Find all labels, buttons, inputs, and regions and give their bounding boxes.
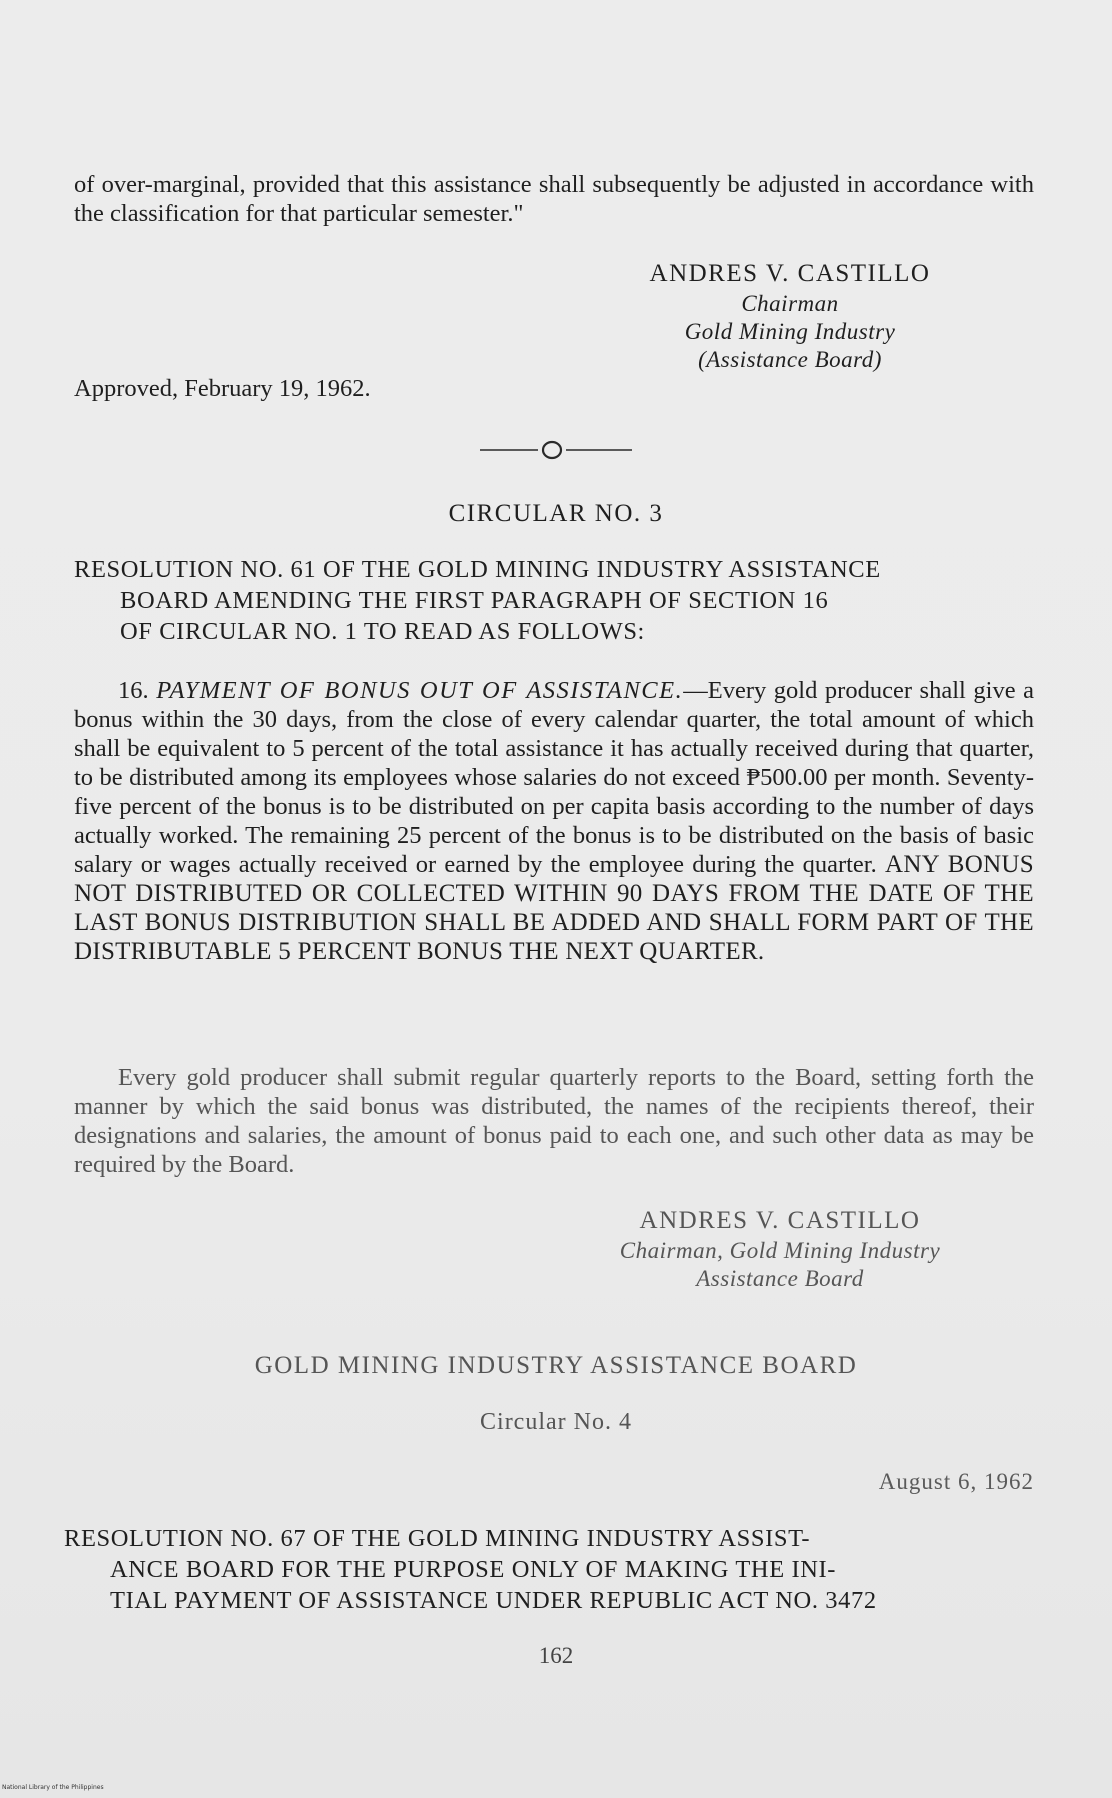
signature-block-1 bbox=[600, 258, 980, 374]
circular-4-date: August 6, 1962 bbox=[878, 1469, 1034, 1494]
signatory-name: ANDRES V. CASTILLO bbox=[639, 1207, 921, 1234]
resolution-line: RESOLUTION NO. 61 OF THE GOLD MINING INDUSTRY ASSISTANCE bbox=[74, 556, 881, 583]
intro-paragraph: of over-marginal, provided that this assistance shall subsequently be adjusted in accordance with the classification for that particular semester." bbox=[74, 171, 1034, 227]
signatory-organization-cont: (Assistance Board) bbox=[698, 347, 882, 372]
signatory-title: Chairman bbox=[741, 291, 839, 316]
signatory-title: Chairman, Gold Mining Industry bbox=[619, 1238, 941, 1263]
signatory-organization: Assistance Board bbox=[696, 1266, 864, 1291]
section-divider bbox=[480, 437, 632, 463]
section-body: —Every gold producer shall give a bonus within the 30 days, from the close of every calendar quarter, the total amount of which shall be equivalent to 5 percent of the total assistance it has actually received during that quarter, to be distributed among its employees whose salaries do not exceed ₱500.00 per month. Seventy-five percent of the bonus is to be distributed on per capita basis according to the number of days actually worked. The remaining 25 percent of the bonus is to be distributed on the basis of basic salary or wages actually received or earned by the employee during the quarter. bbox=[74, 677, 1034, 878]
resolution-line: BOARD AMENDING THE FIRST PARAGRAPH OF SECTION 16 bbox=[120, 587, 829, 614]
signatory-organization: Gold Mining Industry bbox=[684, 319, 896, 344]
signatory-name: ANDRES V. CASTILLO bbox=[649, 260, 931, 287]
resolution-line: TIAL PAYMENT OF ASSISTANCE UNDER REPUBLIC ACT NO. 3472 bbox=[110, 1587, 877, 1614]
resolution-line: OF CIRCULAR NO. 1 TO READ AS FOLLOWS: bbox=[120, 618, 645, 645]
circular-3-resolution-title bbox=[74, 554, 1034, 647]
section-amendment-caps: ANY BONUS NOT DISTRIBUTED OR COLLECTED WITHIN 90 DAYS FROM THE DATE OF THE LAST BONUS DISTRIBUTION SHALL BE ADDED AND SHALL FORM PART OF THE DISTRIBUTABLE 5 PERCENT BONUS THE NEXT QUARTER. bbox=[74, 851, 1034, 965]
resolution-line: ANCE BOARD FOR THE PURPOSE ONLY OF MAKING THE INI- bbox=[110, 1556, 837, 1583]
approval-date: Approved, February 19, 1962. bbox=[74, 375, 371, 402]
page-number: 162 bbox=[538, 1643, 574, 1668]
signature-block-2 bbox=[560, 1205, 1000, 1293]
circular-4-resolution-title bbox=[64, 1523, 1044, 1616]
board-name-heading: GOLD MINING INDUSTRY ASSISTANCE BOARD bbox=[254, 1352, 858, 1379]
section-number: 16. bbox=[118, 677, 149, 704]
circular-3-heading: CIRCULAR NO. 3 bbox=[448, 500, 664, 527]
library-stamp: National Library of the Philippines bbox=[2, 1784, 104, 1791]
circular-4-heading: Circular No. 4 bbox=[480, 1409, 632, 1435]
section-title: PAYMENT OF BONUS OUT OF ASSISTANCE. bbox=[156, 677, 684, 704]
reporting-paragraph: Every gold producer shall submit regular quarterly reports to the Board, setting forth the manner by which the said bonus was distributed, the names of the recipients thereof, their designations and salaries, the amount of bonus paid to each one, and such other data as may be required by the Board. bbox=[74, 1064, 1034, 1178]
section-16-paragraph bbox=[74, 676, 1034, 966]
resolution-line: RESOLUTION NO. 67 OF THE GOLD MINING INDUSTRY ASSIST- bbox=[64, 1525, 811, 1552]
